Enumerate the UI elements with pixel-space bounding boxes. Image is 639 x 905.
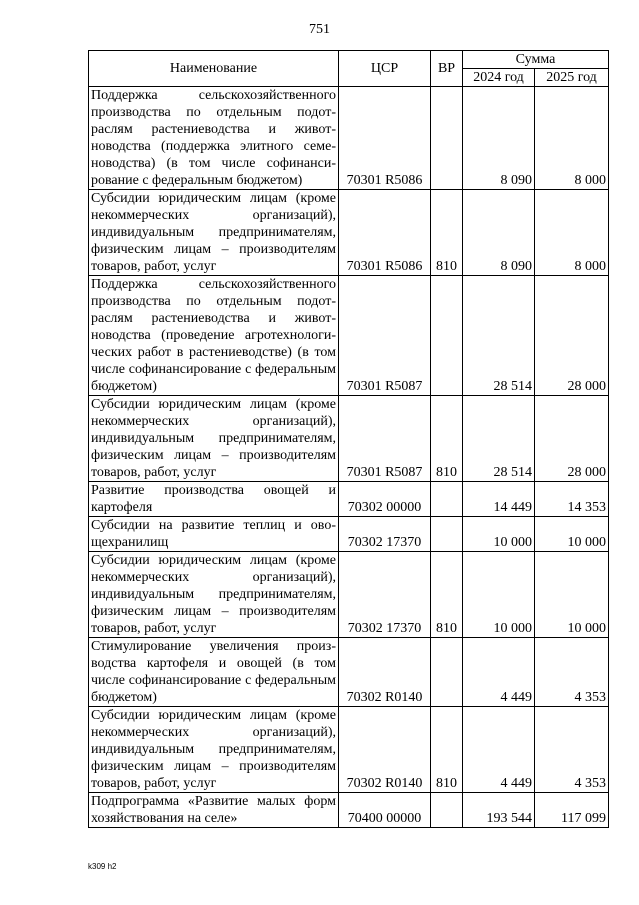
row-csr: 70302 00000: [339, 482, 431, 517]
row-vr: 810: [431, 552, 463, 638]
row-name: Субсидии юридическим лицам (кроме некоммерческих организаций), индивидуальным предпринимателям, физическим лицам – производителям товаров, работ, услуг: [89, 552, 339, 638]
row-sum-2025: 28 000: [535, 396, 609, 482]
row-sum-2024: 193 544: [463, 793, 535, 828]
header-name: Наименование: [89, 51, 339, 87]
row-sum-2024: 28 514: [463, 396, 535, 482]
row-vr: 810: [431, 396, 463, 482]
row-sum-2025: 8 000: [535, 87, 609, 190]
row-sum-2025: 10 000: [535, 552, 609, 638]
table-row: [89, 482, 609, 517]
row-name: Субсидии юридическим лицам (кроме некоммерческих организаций), индивидуальным предпринимателям, физическим лицам – производителям товаров, работ, услуг: [89, 396, 339, 482]
table-row: [89, 517, 609, 552]
row-sum-2025: 4 353: [535, 707, 609, 793]
row-csr: 70302 R0140: [339, 638, 431, 707]
row-sum-2024: 10 000: [463, 552, 535, 638]
header-year-2024: 2024 год: [463, 69, 535, 87]
row-csr: 70302 17370: [339, 517, 431, 552]
header-sum: Сумма: [463, 51, 609, 69]
table-row: [89, 793, 609, 828]
row-sum-2024: 28 514: [463, 276, 535, 396]
row-csr: 70302 R0140: [339, 707, 431, 793]
row-sum-2024: 10 000: [463, 517, 535, 552]
row-sum-2024: 14 449: [463, 482, 535, 517]
header-csr: ЦСР: [339, 51, 431, 87]
row-vr: [431, 517, 463, 552]
page-number: 751: [309, 22, 330, 37]
row-vr: 810: [431, 707, 463, 793]
row-csr: 70301 R5087: [339, 396, 431, 482]
row-sum-2025: 10 000: [535, 517, 609, 552]
row-vr: [431, 793, 463, 828]
row-name: Субсидии юридическим лицам (кроме некоммерческих организаций), индивидуальным предпринимателям, физическим лицам – производителям товаров, работ, услуг: [89, 707, 339, 793]
row-sum-2024: 4 449: [463, 707, 535, 793]
row-name: Поддержка сельскохозяйственного производства по отдельным подотраслям растениеводства и животноводства (проведение агротехнологических работ в растениеводстве) (в том числе софинансирование с федеральным бюджетом): [89, 276, 339, 396]
row-sum-2024: 4 449: [463, 638, 535, 707]
table-row: [89, 707, 609, 793]
row-name: Развитие производства овощей и картофеля: [89, 482, 339, 517]
row-sum-2025: 117 099: [535, 793, 609, 828]
row-name: Субсидии юридическим лицам (кроме некоммерческих организаций), индивидуальным предпринимателям, физическим лицам – производителям товаров, работ, услуг: [89, 190, 339, 276]
row-sum-2025: 28 000: [535, 276, 609, 396]
row-vr: [431, 276, 463, 396]
footer-code: k309 h2: [88, 862, 117, 871]
header-year-2025: 2025 год: [535, 69, 609, 87]
table-row: [89, 552, 609, 638]
row-sum-2024: 8 090: [463, 87, 535, 190]
row-sum-2025: 8 000: [535, 190, 609, 276]
row-name: Стимулирование увеличения производства картофеля и овощей (в том числе софинансирование с федеральным бюджетом): [89, 638, 339, 707]
table-row: [89, 87, 609, 190]
table-header: [89, 51, 609, 87]
row-name: Подпрограмма «Развитие малых форм хозяйствования на селе»: [89, 793, 339, 828]
row-sum-2025: 4 353: [535, 638, 609, 707]
row-name: Поддержка сельскохозяйственного производства по отдельным подотраслям растениеводства и животноводства (поддержка элитного семеноводства) (в том числе софинансирование с федеральным бюджетом): [89, 87, 339, 190]
row-vr: [431, 638, 463, 707]
table-row: [89, 276, 609, 396]
header-vr: ВР: [431, 51, 463, 87]
table-row: [89, 638, 609, 707]
row-vr: [431, 87, 463, 190]
row-sum-2024: 8 090: [463, 190, 535, 276]
row-sum-2025: 14 353: [535, 482, 609, 517]
row-csr: 70301 R5086: [339, 190, 431, 276]
row-csr: 70302 17370: [339, 552, 431, 638]
row-csr: 70400 00000: [339, 793, 431, 828]
table-row: [89, 190, 609, 276]
row-csr: 70301 R5087: [339, 276, 431, 396]
table-row: [89, 396, 609, 482]
row-name: Субсидии на развитие теплиц и овощехранилищ: [89, 517, 339, 552]
budget-table: [88, 50, 609, 828]
row-csr: 70301 R5086: [339, 87, 431, 190]
row-vr: 810: [431, 190, 463, 276]
row-vr: [431, 482, 463, 517]
